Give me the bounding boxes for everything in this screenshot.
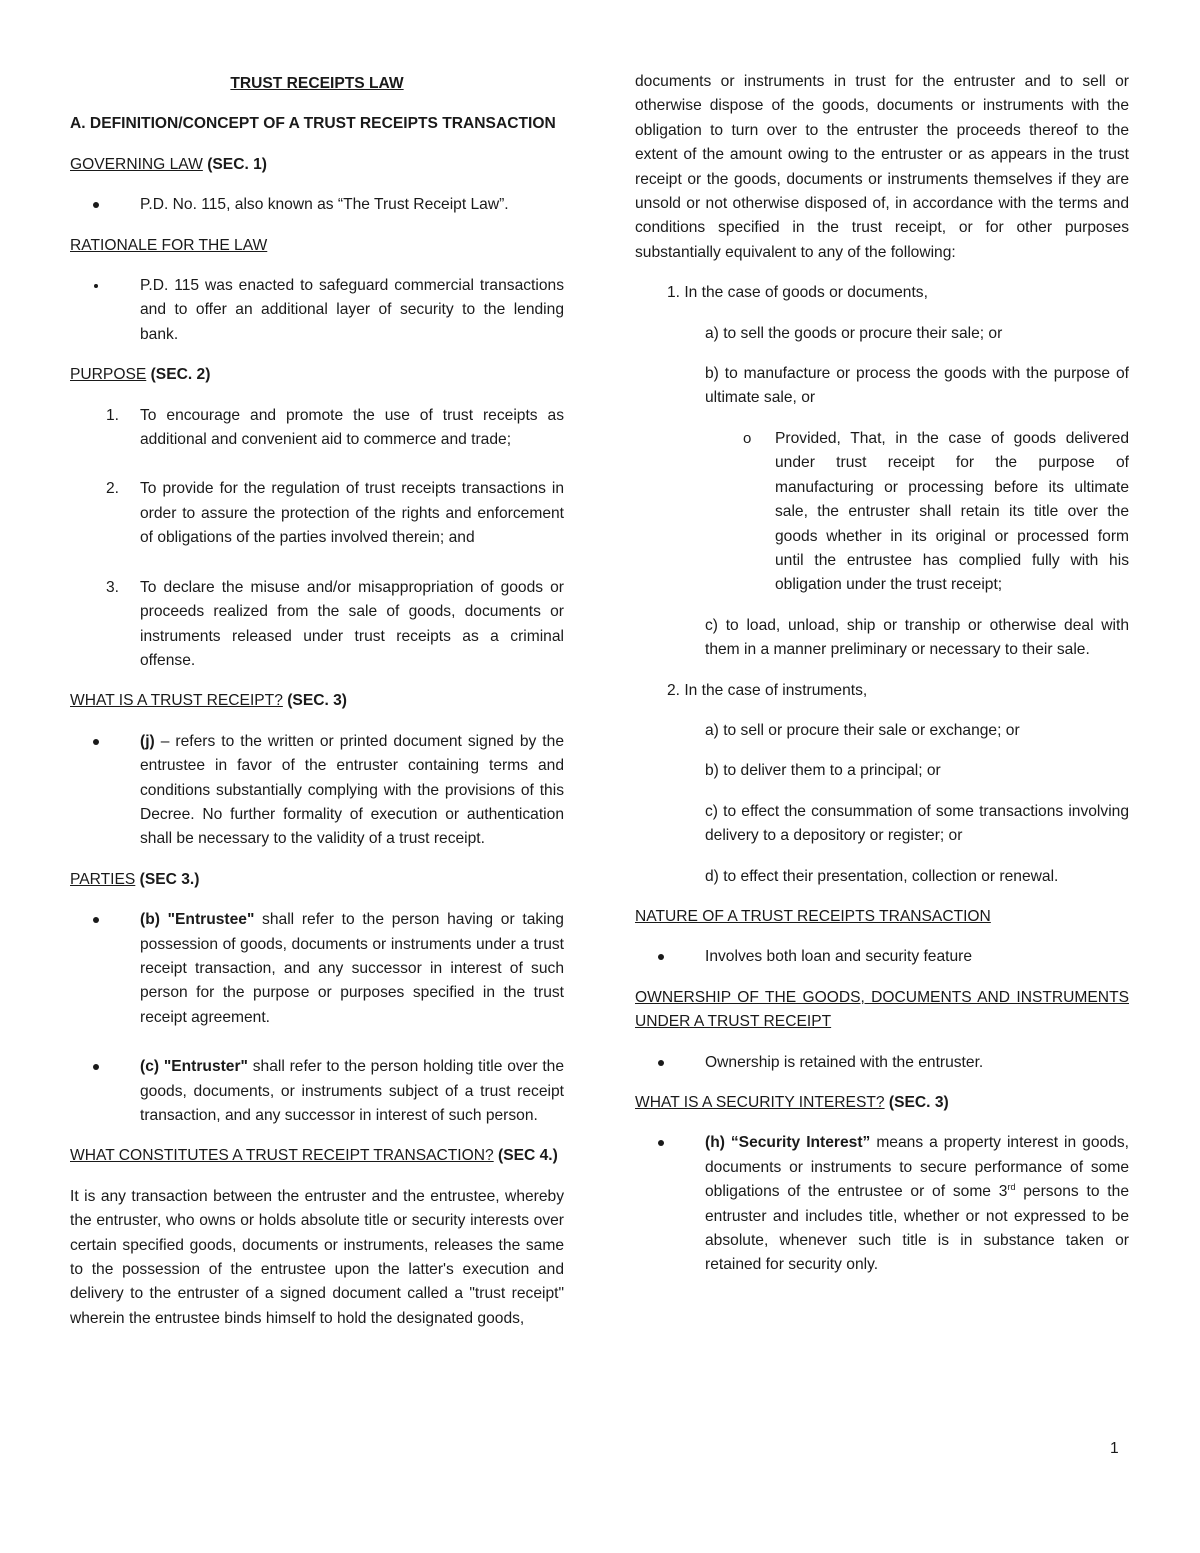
list-item [70,1055,564,1128]
definition: means a property interest in goods, documents or instruments to secure performance of some obligations of the entrustee or of some 3 [705,1134,1129,1201]
section-ref: (SEC 4.) [498,1147,558,1165]
definition: shall refer to the person having or taking possession of goods, documents or instruments under a trust receipt transaction, and any successor in interest of such person for the purpose or purposes specified in the trust receipt agreement. [140,911,564,1026]
bullet-icon [70,1055,140,1128]
list-item-text: To encourage and promote the use of trust receipts as additional and convenient aid to commerce and trade; [140,406,564,449]
numbered-item [70,576,564,674]
heading-text: PARTIES [70,870,136,888]
list-item [70,730,564,852]
definition: – refers to the written or printed document signed by the entrustee in favor of the entruster containing terms and conditions substantially complying with the provisions of this Decree. No further formality of execution or authentication shall be necessary to the validity of a trust receipt. [140,732,564,848]
list-item [70,274,564,347]
heading-text: RATIONALE FOR THE LAW [70,236,268,254]
circle-bullet-icon: o [743,429,752,447]
list-item [70,193,564,217]
instruments-option-c: c) to effect the consummation of some transactions involving delivery to a depository or register; or [705,802,1129,845]
superscript: rd [1007,1182,1016,1193]
list-item-text [140,1055,564,1128]
security-heading [635,1091,1129,1115]
list-item-text [140,908,564,1030]
governing-law-heading [70,153,564,177]
term: (h) “Security Interest” [705,1134,871,1152]
constitutes-paragraph: It is any transaction between the entruster and the entrustee, whereby the entruster, who owns or holds absolute title or security interests over certain specified goods, documents or instruments, releases the same to the possession of the entrustee upon the latter's execution and delivery to the entruster of a signed document called a "trust receipt" wherein the entrustee binds himself to hold the designated goods, [70,1187,564,1327]
parties-heading [70,868,564,892]
nature-heading: NATURE OF A TRUST RECEIPTS TRANSACTION [635,907,991,925]
heading-text: PURPOSE [70,366,147,384]
instruments-heading: 2. In the case of instruments, [667,681,868,699]
section-ref: (SEC 3.) [139,870,200,888]
list-item-text [705,1131,1129,1277]
goods-option-a: a) to sell the goods or procure their sale; or [705,324,1003,342]
definition: shall refer to the person holding title over the goods, documents, or instruments subject of a trust receipt transaction, and any successor in interest of such person. [140,1058,565,1124]
term: (j) [140,732,155,750]
term: (c) "Entruster" [140,1058,248,1076]
heading-text: WHAT IS A SECURITY INTEREST? [635,1094,885,1111]
heading-text: WHAT CONSTITUTES A TRUST RECEIPT TRANSACTION? [70,1147,494,1165]
right-column [635,70,1129,1278]
section-a-heading: A. DEFINITION/CONCEPT OF A TRUST RECEIPTS TRANSACTION [70,115,556,133]
bullet-icon [70,274,140,347]
ownership-heading: OWNERSHIP OF THE GOODS, DOCUMENTS AND INSTRUMENTS UNDER A TRUST RECEIPT [635,988,1129,1031]
list-item-text: Ownership is retained with the entruster. [705,1053,984,1071]
numbered-item [70,404,564,453]
bullet-icon [70,193,140,217]
list-item [635,1131,1129,1277]
section-ref: (SEC. 3) [287,692,348,710]
goods-option-c: c) to load, unload, ship or tranship or otherwise deal with them in a manner preliminary or necessary to their sale. [705,616,1129,659]
instruments-option-b: b) to deliver them to a principal; or [705,762,941,780]
what-is-heading [70,689,564,713]
constitutes-heading [70,1144,564,1168]
numbered-item [70,477,564,550]
bullet-icon [635,1051,705,1075]
heading-text: GOVERNING LAW [70,155,203,173]
list-item [70,908,564,1030]
instruments-option-a: a) to sell or procure their sale or exchange; or [705,721,1020,739]
proviso-item [635,427,1129,598]
bullet-icon [70,908,140,1030]
bullet-icon [70,730,140,852]
proviso-text: Provided, That, in the case of goods delivered under trust receipt for the purpose of manufacturing or processing before its ultimate sale, the entruster shall retain its title over the goods whether in its original or processed form until the entrustee has complied fully with his obligation under the trust receipt; [775,429,1129,594]
bullet-icon [635,1131,705,1277]
constitutes-paragraph-continued: documents or instruments in trust for the entruster and to sell or otherwise dispose of the goods, documents or instruments with the obligation to turn over to the entruster the proceeds thereof to the extent of the amount owing to the entruster or as appears in the trust receipt or the goods, documents or instruments themselves if they are unsold or not otherwise disposed of, in accordance with the terms and conditions specified in the trust receipt, or for other purposes substantially equivalent to any of the following: [635,73,1129,261]
list-item-text: Involves both loan and security feature [705,948,972,966]
list-item [635,1051,1129,1075]
document-title: TRUST RECEIPTS LAW [230,75,404,92]
heading-text: WHAT IS A TRUST RECEIPT? [70,692,283,710]
left-column [70,70,564,1331]
goods-option-b: b) to manufacture or process the goods with the purpose of ultimate sale, or [705,365,1129,407]
section-ref: (SEC. 3) [888,1094,949,1111]
item-number: 1. [106,406,120,424]
definition-continued: persons to the entruster and includes title, whether or not expressed to be absolute, whenever such title is in substance taken or retained for security only. [705,1183,1129,1274]
section-ref: (SEC. 2) [150,366,211,384]
rationale-heading [70,234,564,258]
instruments-option-d: d) to effect their presentation, collection or renewal. [705,867,1059,885]
list-item-text: P.D. 115 was enacted to safeguard commercial transactions and to offer an additional layer of security to the lending bank. [140,277,564,343]
item-number: 2. [106,480,120,498]
goods-heading: 1. In the case of goods or documents, [667,284,928,302]
list-item-text: P.D. No. 115, also known as “The Trust Receipt Law”. [140,196,509,214]
bullet-icon [635,945,705,969]
list-item [635,945,1129,969]
term: (b) "Entrustee" [140,911,255,929]
purpose-heading [70,363,564,387]
section-ref: (SEC. 1) [207,155,267,173]
list-item-text: To declare the misuse and/or misappropriation of goods or proceeds realized from the sale of goods, documents or instruments released under trust receipts as a criminal offense. [140,578,564,669]
list-item-text [140,730,564,852]
list-item-text: To provide for the regulation of trust receipts transactions in order to assure the protection of the rights and enforcement of obligations of the parties involved therein; and [140,480,564,547]
page-number: 1 [1110,1440,1119,1457]
item-number: 3. [106,578,120,596]
